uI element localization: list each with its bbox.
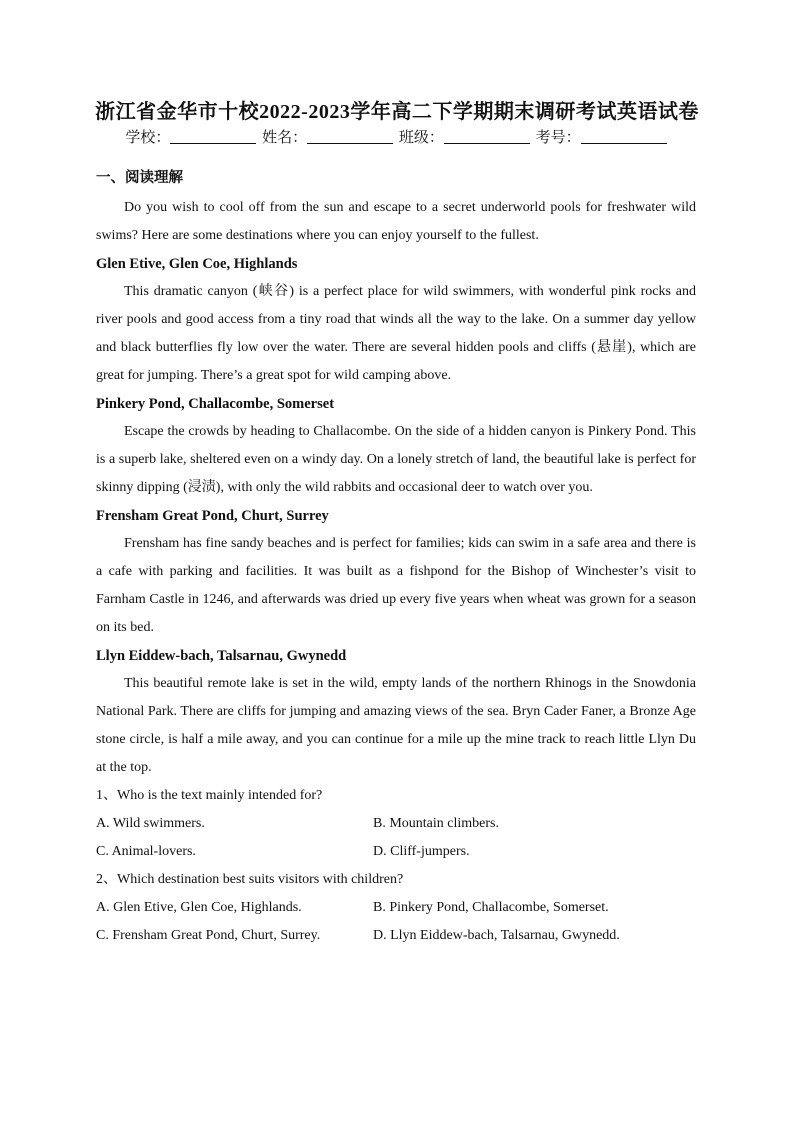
name-label: 姓名：	[262, 130, 308, 146]
exam-number-label: 考号：	[535, 130, 581, 146]
student-info-line	[0, 126, 794, 147]
reading-section	[96, 166, 696, 950]
section-title: 一、阅读理解	[96, 170, 183, 186]
class-blank[interactable]	[444, 129, 530, 144]
option-b[interactable]: B. Pinkery Pond, Challacombe, Somerset.	[373, 900, 609, 915]
intro-paragraph: Do you wish to cool off from the sun and escape to a secret underworld pools for freshwater wild swims? Here are some destinations where you can enjoy yourself to the fullest.	[96, 200, 696, 243]
exam-title: 浙江省金华市十校2022-2023学年高二下学期期末调研考试英语试卷	[95, 101, 699, 123]
option-d[interactable]: D. Llyn Eiddew-bach, Talsarnau, Gwynedd.	[373, 928, 620, 943]
option-b[interactable]: B. Mountain climbers.	[373, 816, 499, 831]
place-heading: Pinkery Pond, Challacombe, Somerset	[96, 396, 335, 412]
exam-number-blank[interactable]	[581, 129, 667, 144]
place-paragraph: This beautiful remote lake is set in the wild, empty lands of the northern Rhinogs in the Snowdonia National Park. There are cliffs for jumping and amazing views of the sea. Bryn Cader Faner, a Bronze Age stone circle, is half a mile away, and you can continue for a mile up the mine track to reach little Llyn Du at the top.	[96, 676, 696, 775]
question-stem: 2、Which destination best suits visitors with children?	[96, 872, 404, 887]
place-paragraph: This dramatic canyon (峡谷) is a perfect place for wild swimmers, with wonderful pink rocks and river pools and good access from a tiny road that winds all the way to the lake. On a summer day yellow and black butterflies fly low over the water. There are several hidden pools and cliffs (悬崖), which are great for jumping. There’s a great spot for wild camping above.	[96, 284, 696, 383]
school-blank[interactable]	[170, 129, 256, 144]
question-options	[96, 894, 696, 950]
place-paragraph: Frensham has fine sandy beaches and is perfect for families; kids can swim in a safe area and there is a cafe with parking and facilities. It was built as a fishpond for the Bishop of Winchester’s visit to Farnham Castle in 1246, and afterwards was dried up every five years when wheat was grown for a season on its bed.	[96, 536, 696, 635]
place-heading: Frensham Great Pond, Churt, Surrey	[96, 508, 329, 524]
option-c[interactable]: C. Frensham Great Pond, Churt, Surrey.	[96, 928, 321, 943]
question-stem: 1、Who is the text mainly intended for?	[96, 788, 323, 803]
name-blank[interactable]	[307, 129, 393, 144]
class-label: 班级：	[398, 130, 444, 146]
option-d[interactable]: D. Cliff-jumpers.	[373, 844, 470, 859]
option-a[interactable]: A. Wild swimmers.	[96, 816, 205, 831]
question-options	[96, 810, 696, 866]
place-heading: Glen Etive, Glen Coe, Highlands	[96, 256, 298, 272]
school-label: 学校：	[125, 130, 171, 146]
place-heading: Llyn Eiddew-bach, Talsarnau, Gwynedd	[96, 648, 347, 664]
option-a[interactable]: A. Glen Etive, Glen Coe, Highlands.	[96, 900, 302, 915]
place-paragraph: Escape the crowds by heading to Challacombe. On the side of a hidden canyon is Pinkery Pond. This is a superb lake, sheltered even on a windy day. On a lonely stretch of land, the beautiful lake is perfect for skinny dipping (浸渍), with only the wild rabbits and occasional deer to watch over you.	[96, 424, 696, 495]
option-c[interactable]: C. Animal-lovers.	[96, 844, 196, 859]
